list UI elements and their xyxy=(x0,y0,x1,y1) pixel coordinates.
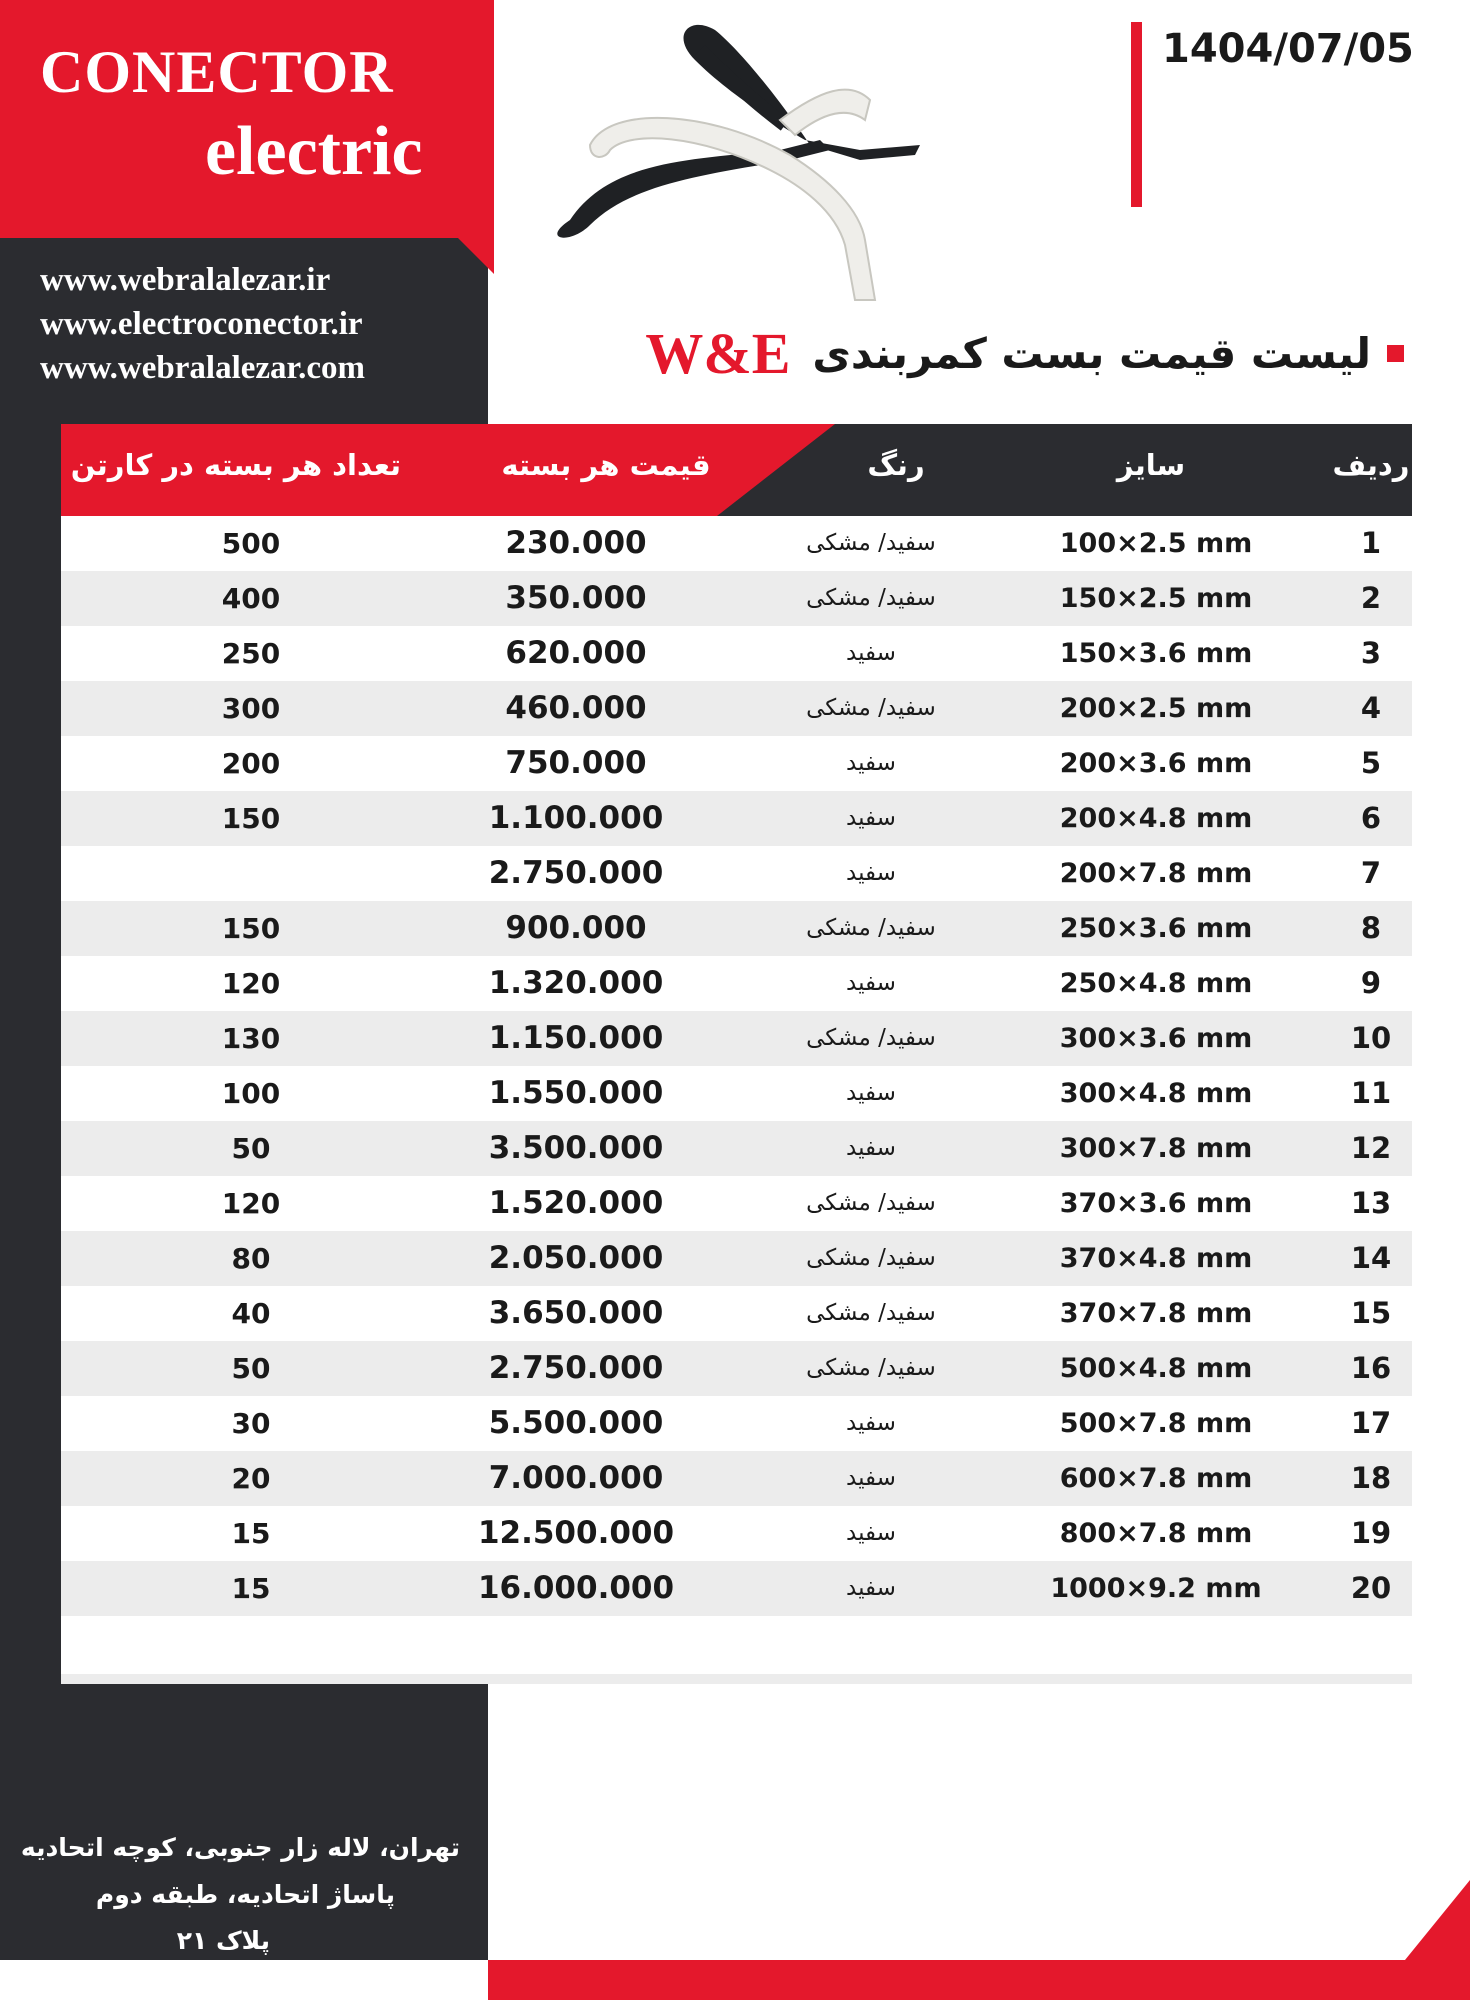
cable-tie-image xyxy=(530,10,950,310)
quantity-cell: 130 xyxy=(221,1022,281,1055)
quantity-cell: 15 xyxy=(231,1517,271,1550)
quantity-cell: 300 xyxy=(221,692,281,725)
price-cell: 2.050.000 xyxy=(488,1240,664,1276)
quantity-cell: 30 xyxy=(231,1407,271,1440)
date-label: 1404/07/05 xyxy=(1162,26,1414,72)
table-row xyxy=(61,1506,1412,1561)
row-number-cell: 1 xyxy=(1360,526,1382,560)
color-cell: سفید xyxy=(846,970,896,996)
row-number-cell: 17 xyxy=(1350,1406,1392,1440)
table-row xyxy=(61,1451,1412,1506)
website-3[interactable]: www.webralalezar.com xyxy=(40,350,366,386)
color-cell: سفید xyxy=(846,1410,896,1436)
logo-line-2: electric xyxy=(205,113,423,190)
size-cell: 800×7.8 mm xyxy=(1059,1518,1253,1549)
color-cell: سفید/ مشکی xyxy=(806,1245,936,1271)
size-cell: 370×4.8 mm xyxy=(1059,1243,1253,1274)
color-cell: سفید/ مشکی xyxy=(806,1190,936,1216)
logo-block xyxy=(0,0,494,238)
price-cell: 5.500.000 xyxy=(488,1405,664,1441)
quantity-cell: 80 xyxy=(231,1242,271,1275)
table-row xyxy=(61,1286,1412,1341)
table-row xyxy=(61,1066,1412,1121)
table-row xyxy=(61,901,1412,956)
table-row xyxy=(61,956,1412,1011)
size-cell: 1000×9.2 mm xyxy=(1050,1573,1262,1604)
color-cell: سفید/ مشکی xyxy=(806,530,936,556)
row-number-cell: 14 xyxy=(1350,1241,1392,1275)
size-cell: 200×4.8 mm xyxy=(1059,803,1253,834)
size-cell: 250×3.6 mm xyxy=(1059,913,1253,944)
size-cell: 370×7.8 mm xyxy=(1059,1298,1253,1329)
row-number-cell: 12 xyxy=(1350,1131,1392,1165)
quantity-cell: 150 xyxy=(221,802,281,835)
row-number-cell: 15 xyxy=(1350,1296,1392,1330)
price-cell: 1.100.000 xyxy=(488,800,664,836)
row-number-cell: 18 xyxy=(1350,1461,1392,1495)
size-cell: 200×2.5 mm xyxy=(1059,693,1253,724)
color-cell: سفید/ مشکی xyxy=(806,915,936,941)
quantity-cell: 150 xyxy=(221,912,281,945)
row-number-cell: 6 xyxy=(1360,801,1382,835)
color-cell: سفید/ مشکی xyxy=(806,585,936,611)
quantity-cell: 50 xyxy=(231,1352,271,1385)
brand-label: W&E xyxy=(645,321,791,386)
color-cell: سفید xyxy=(846,860,896,886)
row-number-cell: 20 xyxy=(1350,1571,1392,1605)
price-cell: 12.500.000 xyxy=(477,1515,675,1551)
price-cell: 1.520.000 xyxy=(488,1185,664,1221)
color-cell: سفید xyxy=(846,750,896,776)
price-cell: 350.000 xyxy=(505,580,647,616)
header-quantity: تعداد هر بسته در کارتن xyxy=(70,448,401,482)
color-cell: سفید xyxy=(846,1575,896,1601)
table-row xyxy=(61,846,1412,901)
table-row xyxy=(61,681,1412,736)
quantity-cell: 120 xyxy=(221,1187,281,1220)
size-cell: 300×3.6 mm xyxy=(1059,1023,1253,1054)
size-cell: 100×2.5 mm xyxy=(1059,528,1253,559)
color-cell: سفید xyxy=(846,805,896,831)
title-text: لیست قیمت بست کمربندی xyxy=(812,329,1371,378)
row-number-cell: 16 xyxy=(1350,1351,1392,1385)
quantity-cell: 15 xyxy=(231,1572,271,1605)
quantity-cell: 50 xyxy=(231,1132,271,1165)
size-cell: 300×4.8 mm xyxy=(1059,1078,1253,1109)
table-header xyxy=(61,424,1412,516)
size-cell: 250×4.8 mm xyxy=(1059,968,1253,999)
bottom-red-band xyxy=(488,1960,1470,2000)
website-1[interactable]: www.webralalezar.ir xyxy=(40,262,331,298)
table-bottom-line xyxy=(61,1674,1412,1684)
price-cell: 620.000 xyxy=(505,635,647,671)
color-cell: سفید/ مشکی xyxy=(806,1300,936,1326)
table-row xyxy=(61,1231,1412,1286)
price-cell: 3.500.000 xyxy=(488,1130,664,1166)
row-number-cell: 5 xyxy=(1360,746,1382,780)
quantity-cell: 40 xyxy=(231,1297,271,1330)
quantity-cell: 20 xyxy=(231,1462,271,1495)
table-row xyxy=(61,626,1412,681)
row-number-cell: 19 xyxy=(1350,1516,1392,1550)
color-cell: سفید xyxy=(846,1520,896,1546)
header-row-number: ردیف xyxy=(1332,448,1410,482)
price-cell: 230.000 xyxy=(505,525,647,561)
size-cell: 370×3.6 mm xyxy=(1059,1188,1253,1219)
price-cell: 460.000 xyxy=(505,690,647,726)
quantity-cell: 250 xyxy=(221,637,281,670)
color-cell: سفید/ مشکی xyxy=(806,1025,936,1051)
table-row xyxy=(61,571,1412,626)
price-cell: 16.000.000 xyxy=(477,1570,675,1606)
size-cell: 150×3.6 mm xyxy=(1059,638,1253,669)
price-cell: 1.550.000 xyxy=(488,1075,664,1111)
row-number-cell: 9 xyxy=(1360,966,1382,1000)
row-number-cell: 10 xyxy=(1350,1021,1392,1055)
logo-line-1: CONECTOR xyxy=(40,39,394,105)
table-row xyxy=(61,1121,1412,1176)
size-cell: 200×3.6 mm xyxy=(1059,748,1253,779)
price-table xyxy=(61,424,1412,1682)
color-cell: سفید xyxy=(846,1080,896,1106)
quantity-cell xyxy=(141,846,361,901)
price-cell: 1.320.000 xyxy=(488,965,664,1001)
row-number-cell: 11 xyxy=(1350,1076,1392,1110)
table-row xyxy=(61,1011,1412,1066)
quantity-cell: 100 xyxy=(221,1077,281,1110)
size-cell: 500×7.8 mm xyxy=(1059,1408,1253,1439)
size-cell: 600×7.8 mm xyxy=(1059,1463,1253,1494)
price-cell: 1.150.000 xyxy=(488,1020,664,1056)
table-row xyxy=(61,1176,1412,1231)
price-cell: 3.650.000 xyxy=(488,1295,664,1331)
price-cell: 750.000 xyxy=(505,745,647,781)
size-cell: 200×7.8 mm xyxy=(1059,858,1253,889)
website-2[interactable]: www.electroconector.ir xyxy=(40,306,363,342)
header-size: سایز xyxy=(1116,448,1186,482)
table-row xyxy=(61,1561,1412,1616)
color-cell: سفید xyxy=(846,1135,896,1161)
row-number-cell: 3 xyxy=(1360,636,1382,670)
quantity-cell: 200 xyxy=(221,747,281,780)
table-row xyxy=(61,516,1412,571)
price-cell: 7.000.000 xyxy=(488,1460,664,1496)
title-bullet-icon xyxy=(1387,345,1404,362)
quantity-cell: 500 xyxy=(221,527,281,560)
logo-tail xyxy=(458,238,494,274)
table-row xyxy=(61,1396,1412,1451)
price-cell: 2.750.000 xyxy=(488,855,664,891)
page-title xyxy=(645,320,1404,387)
date-accent-bar xyxy=(1131,22,1142,207)
table-row xyxy=(61,1341,1412,1396)
price-cell: 2.750.000 xyxy=(488,1350,664,1386)
row-number-cell: 13 xyxy=(1350,1186,1392,1220)
row-number-cell: 8 xyxy=(1360,911,1382,945)
color-cell: سفید/ مشکی xyxy=(806,695,936,721)
bottom-right-corner xyxy=(1405,1880,1470,1960)
row-number-cell: 7 xyxy=(1360,856,1382,890)
size-cell: 300×7.8 mm xyxy=(1059,1133,1253,1164)
row-number-cell: 2 xyxy=(1360,581,1382,615)
address-line-1: تهران، لاله زار جنوبی، کوچه اتحادیه xyxy=(20,1833,460,1862)
color-cell: سفید xyxy=(846,640,896,666)
quantity-cell: 120 xyxy=(221,967,281,1000)
table-row xyxy=(61,736,1412,791)
color-cell: سفید xyxy=(846,1465,896,1491)
header-color: رنگ xyxy=(867,448,925,482)
row-number-cell: 4 xyxy=(1360,691,1382,725)
price-cell: 900.000 xyxy=(505,910,647,946)
address-line-3: پلاک ۲۱ xyxy=(176,1926,270,1955)
header-price: قیمت هر بسته xyxy=(501,448,711,482)
size-cell: 500×4.8 mm xyxy=(1059,1353,1253,1384)
color-cell: سفید/ مشکی xyxy=(806,1355,936,1381)
quantity-cell: 400 xyxy=(221,582,281,615)
size-cell: 150×2.5 mm xyxy=(1059,583,1253,614)
address-line-2: پاساژ اتحادیه، طبقه دوم xyxy=(95,1880,395,1909)
table-row xyxy=(61,791,1412,846)
